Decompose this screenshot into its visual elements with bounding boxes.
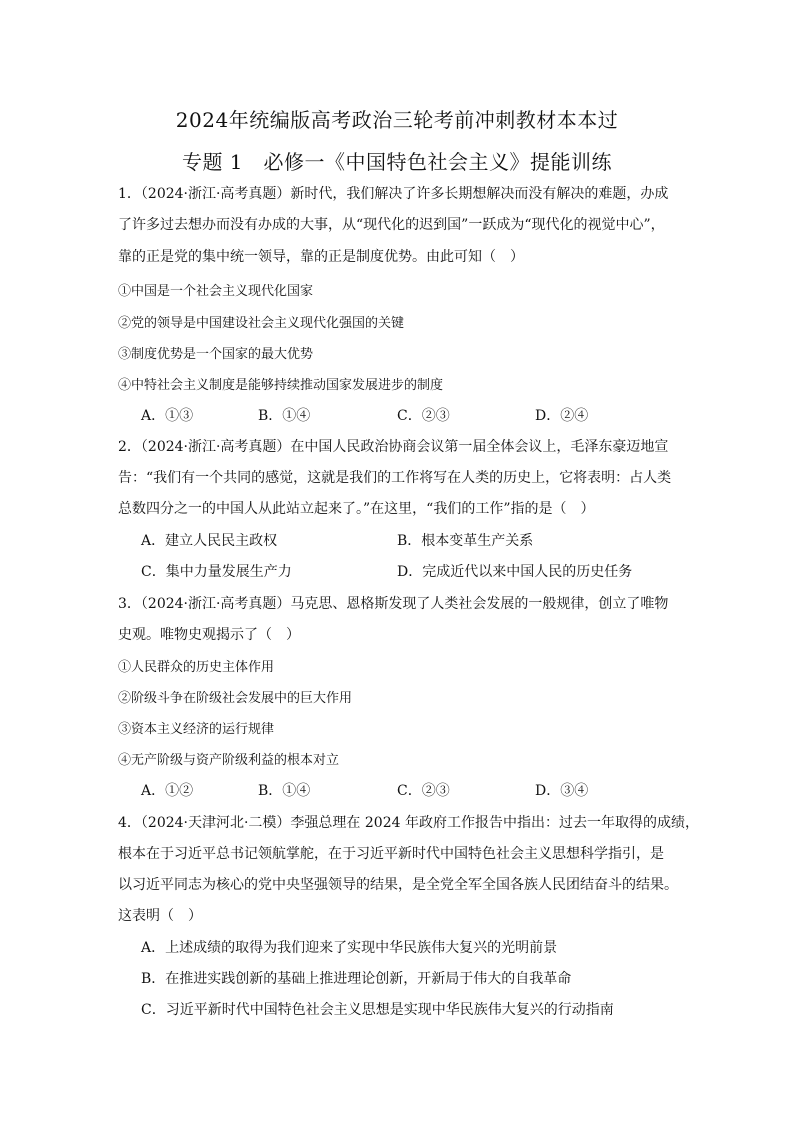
question-2-option-d: D．完成近代以来中国人民的历史任务 (397, 564, 633, 580)
question-4-stem-line-2: 根本在于习近平总书记领航掌舵，在于习近平新时代中国特色社会主义思想科学指引，是 (118, 846, 664, 862)
question-1-item-3: ③制度优势是一个国家的最大优势 (118, 347, 314, 362)
question-3-item-1: ①人民群众的历史主体作用 (118, 660, 275, 675)
question-3-option-c: C．②③ (397, 783, 450, 799)
question-2-stem-line-3: 总数四分之一的中国人从此站立起来了。”在这里，“我们的工作”指的是（ ） (118, 501, 595, 517)
question-4-option-c: C．习近平新时代中国特色社会主义思想是实现中华民族伟大复兴的行动指南 (141, 1002, 614, 1018)
question-4-option-a: A．上述成绩的取得为我们迎来了实现中华民族伟大复兴的光明前景 (141, 940, 558, 956)
question-1-option-a: A．①③ (141, 408, 194, 424)
question-3-item-4: ④无产阶级与资产阶级利益的根本对立 (118, 753, 340, 768)
question-1-option-b: B．①④ (258, 408, 311, 424)
question-1-item-1: ①中国是一个社会主义现代化国家 (118, 284, 314, 299)
question-4-stem-line-3: 以习近平同志为核心的党中央坚强领导的结果，是全党全军全国各族人民团结奋斗的结果。 (118, 877, 678, 893)
question-1-option-d: D．②④ (535, 408, 589, 424)
question-3-stem-line-1: 3．（2024·浙江·高考真题）马克思、恩格斯发现了人类社会发展的一般规律，创立了唯物 (118, 596, 669, 612)
question-1-option-c: C．②③ (397, 408, 450, 424)
question-4-option-b: B．在推进实践创新的基础上推进理论创新，开新局于伟大的自我革命 (141, 971, 572, 987)
question-2-stem-line-2: 告：“我们有一个共同的感觉，这就是我们的工作将写在人类的历史上，它将表明：占人类 (118, 470, 672, 486)
question-1-item-2: ②党的领导是中国建设社会主义现代化强国的关键 (118, 316, 405, 331)
question-1-item-4: ④中特社会主义制度是能够持续推动国家发展进步的制度 (118, 378, 444, 393)
question-1-stem-line-3: 靠的正是党的集中统一领导，靠的正是制度优势。由此可知（ ） (118, 249, 524, 265)
question-3-item-3: ③资本主义经济的运行规律 (118, 722, 275, 737)
document-title: 2024年统编版高考政治三轮考前冲刺教材本本过 (175, 108, 619, 132)
question-3-option-a: A．①② (141, 783, 194, 799)
question-4-stem-line-1: 4．（2024·天津河北·二模）李强总理在 2024 年政府工作报告中指出：过去一年取得的成绩， (118, 815, 699, 831)
question-2-option-c: C．集中力量发展生产力 (141, 564, 292, 580)
question-3-stem-line-2: 史观。唯物史观揭示了（ ） (118, 627, 300, 643)
question-3-option-b: B．①④ (258, 783, 311, 799)
question-1-stem-line-1: 1．（2024·浙江·高考真题）新时代，我们解决了许多长期想解决而没有解决的难题，办成 (118, 186, 669, 202)
question-3-item-2: ②阶级斗争在阶级社会发展中的巨大作用 (118, 691, 353, 706)
question-1-stem-line-2: 了许多过去想办而没有办成的大事，从“现代化的迟到国”一跃成为“现代化的视觉中心”， (118, 217, 665, 233)
question-4-stem-line-4: 这表明（ ） (118, 908, 202, 924)
document-subtitle: 专题 1 必修一《中国特色社会主义》提能训练 (181, 150, 613, 174)
question-2-option-a: A．建立人民民主政权 (141, 533, 278, 549)
question-2-option-b: B．根本变革生产关系 (397, 533, 534, 549)
question-2-stem-line-1: 2．（2024·浙江·高考真题）在中国人民政治协商会议第一届全体会议上，毛泽东豪迈地宣 (118, 439, 669, 455)
question-3-option-d: D．③④ (535, 783, 589, 799)
